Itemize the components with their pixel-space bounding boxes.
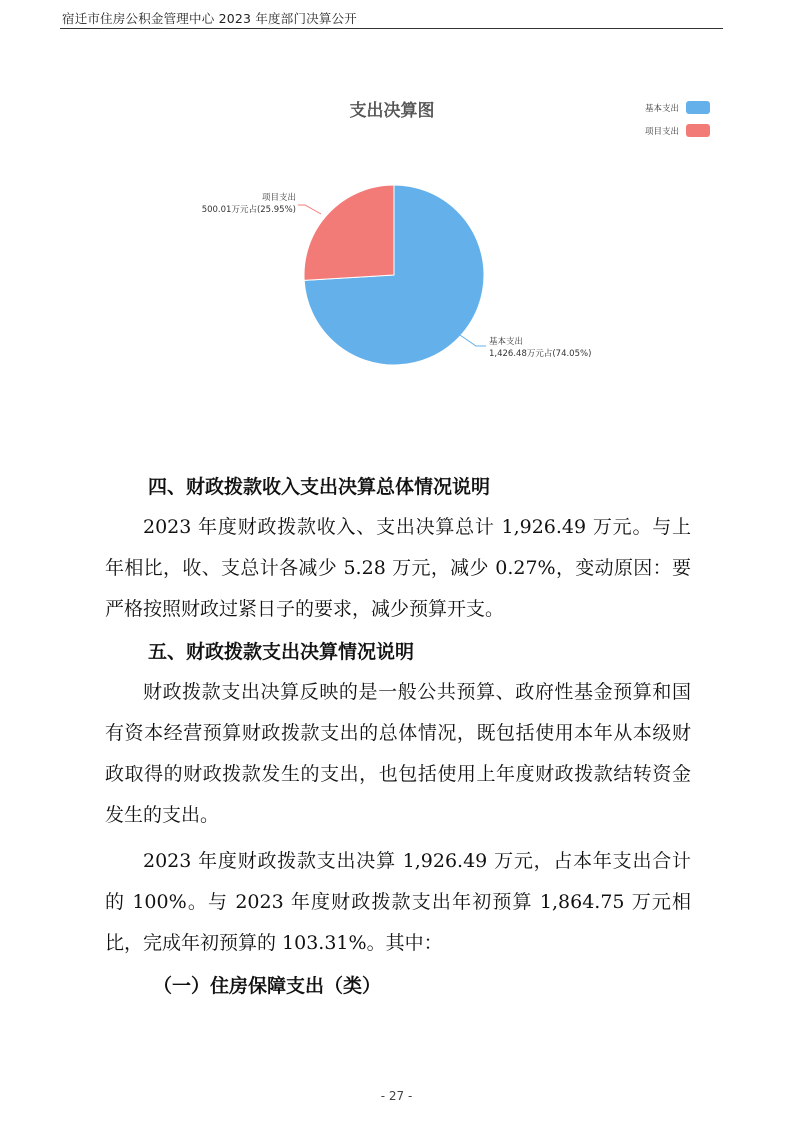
slice-label-project-value: 500.01万元占(25.95%) [201,205,296,215]
pie-slice-project-expenditure [304,185,394,280]
section5-heading: 五、财政拨款支出决算情况说明 [148,641,415,663]
page-number: - 27 - [380,1089,413,1103]
section4-heading: 四、财政拨款收入支出决算总体情况说明 [148,476,491,498]
legend-swatch-basic [686,101,710,114]
subsection-housing-heading: （一）住房保障支出（类） [153,975,382,997]
expenditure-pie-chart [0,80,793,400]
slice-label-basic-value: 1,426.48万元占(74.05%) [489,349,592,359]
page-header-title: 宿迁市住房公积金管理中心 2023 年度部门决算公开 [62,11,357,26]
legend-label-project: 项目支出 [644,127,679,137]
leader-line-project [298,205,321,214]
section5-paragraph-1: 财政拨款支出决算反映的是一般公共预算、政府性基金预算和国有资本经营预算财政拨款支出的总体情况，既包括使用本年从本级财政取得的财政拨款发生的支出，也包括使用上年度财政拨款结转资金发生的支出。 [105,681,691,826]
slice-label-project-name: 项目支出 [261,193,296,203]
chart-legend [645,101,710,137]
slice-label-basic-name: 基本支出 [489,337,524,347]
legend-swatch-project [686,124,710,137]
header-divider [60,28,723,29]
chart-title: 支出决算图 [349,101,435,121]
section4-paragraph: 2023 年度财政拨款收入、支出决算总计 1,926.49 万元。与上年相比，收、支总计各减少 5.28 万元，减少 0.27%，变动原因：要严格按照财政过紧日子的要求，减少预算开支。 [105,516,691,620]
legend-label-basic: 基本支出 [644,104,679,114]
section5-paragraph-2: 2023 年度财政拨款支出决算 1,926.49 万元，占本年支出合计的 100%。与 2023 年度财政拨款支出年初预算 1,864.75 万元相比，完成年初预算的 103.31%。其中： [105,850,691,954]
